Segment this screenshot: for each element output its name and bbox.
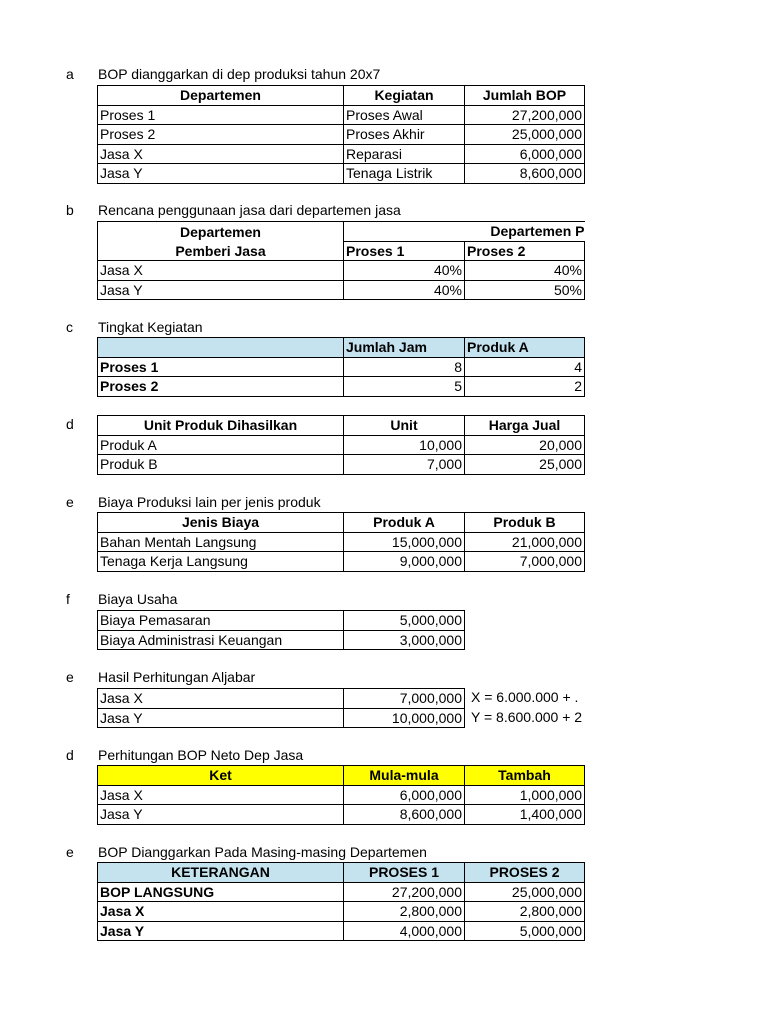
table-cell[interactable]: Jasa Y — [98, 164, 344, 184]
header-cell[interactable]: Ket — [98, 766, 344, 786]
table-cell[interactable]: Produk B — [98, 455, 344, 475]
table-cell[interactable]: 4,000,000 — [344, 921, 465, 941]
formula-text[interactable]: X = 6.000.000 + . — [471, 689, 579, 705]
table-cell[interactable]: 1,400,000 — [465, 805, 585, 825]
section-title: BOP Dianggarkan Pada Masing-masing Departemen — [98, 844, 427, 860]
table-row — [98, 164, 585, 184]
header-cell[interactable]: Mula-mula — [344, 766, 465, 786]
header-cell[interactable]: Departemen — [98, 222, 344, 242]
table-cell[interactable]: 5,000,000 — [465, 921, 585, 941]
section-letter: d — [66, 416, 74, 432]
table-cell[interactable]: Jasa Y — [98, 805, 344, 825]
table-cell[interactable]: 1,000,000 — [465, 785, 585, 805]
bop-table — [97, 85, 585, 184]
table-row — [98, 125, 585, 145]
header-cell[interactable] — [98, 338, 344, 358]
table-cell[interactable]: Proses 2 — [98, 377, 344, 397]
table-cell[interactable]: 7,000 — [344, 455, 465, 475]
table-row — [98, 377, 585, 397]
table-cell[interactable]: BOP LANGSUNG — [98, 882, 344, 902]
table-cell[interactable]: 21,000,000 — [465, 532, 585, 552]
table-header-row — [98, 863, 585, 883]
table-cell[interactable]: Biaya Administrasi Keuangan — [98, 630, 344, 650]
table-cell[interactable]: Tenaga Listrik — [344, 164, 465, 184]
table-header-row — [98, 416, 585, 436]
header-cell[interactable]: Harga Jual — [465, 416, 585, 436]
table-cell[interactable]: Jasa Y — [98, 708, 344, 728]
table-cell[interactable]: 50% — [465, 280, 585, 300]
header-cell[interactable]: PROSES 1 — [344, 863, 465, 883]
table-row — [98, 902, 585, 922]
header-cell[interactable]: Tambah — [465, 766, 585, 786]
section-title: Biaya Produksi lain per jenis produk — [98, 494, 321, 510]
header-cell[interactable]: Produk A — [465, 338, 585, 358]
header-cell[interactable]: Kegiatan — [344, 86, 465, 106]
table-cell[interactable]: 15,000,000 — [344, 532, 465, 552]
table-cell[interactable]: Proses Awal — [344, 105, 465, 125]
table-row — [98, 785, 585, 805]
table-cell[interactable]: 5,000,000 — [344, 611, 465, 631]
table-cell[interactable]: Jasa Y — [98, 280, 344, 300]
table-row — [98, 105, 585, 125]
table-row — [98, 455, 585, 475]
section-letter: e — [66, 844, 74, 860]
table-row — [98, 435, 585, 455]
department-budget-table — [97, 862, 585, 941]
table-header-row — [98, 338, 585, 358]
table-cell[interactable]: 5 — [344, 377, 465, 397]
table-row — [98, 882, 585, 902]
section-letter: f — [66, 591, 70, 607]
table-cell[interactable]: 40% — [344, 261, 465, 281]
table-cell[interactable]: Proses 1 — [98, 357, 344, 377]
table-cell[interactable]: 8 — [344, 357, 465, 377]
section-letter: b — [66, 202, 74, 218]
table-header-row — [98, 241, 585, 261]
bop-neto-table — [97, 765, 585, 825]
header-cell[interactable]: Jenis Biaya — [98, 513, 344, 533]
section-title: Perhitungan BOP Neto Dep Jasa — [98, 747, 304, 763]
service-usage-table — [97, 221, 585, 300]
table-cell[interactable]: 8,600,000 — [344, 805, 465, 825]
formula-text[interactable]: Y = 8.600.000 + 2 — [471, 709, 583, 725]
table-cell[interactable]: 7,000,000 — [344, 689, 465, 709]
section-letter: c — [66, 319, 73, 335]
table-cell[interactable]: 2,800,000 — [465, 902, 585, 922]
table-cell[interactable]: 40% — [344, 280, 465, 300]
table-row — [98, 280, 585, 300]
table-cell[interactable]: 40% — [465, 261, 585, 281]
header-cell[interactable]: Proses 1 — [344, 241, 465, 261]
table-row — [98, 689, 465, 709]
table-cell[interactable]: 2 — [465, 377, 585, 397]
table-header-row — [98, 766, 585, 786]
table-cell[interactable]: Proses 1 — [98, 105, 344, 125]
table-cell[interactable]: Jasa X — [98, 785, 344, 805]
operating-cost-table — [97, 610, 465, 650]
table-cell[interactable]: Jasa X — [98, 261, 344, 281]
table-cell[interactable]: 8,600,000 — [465, 164, 585, 184]
header-cell[interactable]: PROSES 2 — [465, 863, 585, 883]
header-cell[interactable]: Pemberi Jasa — [98, 241, 344, 261]
units-table — [97, 415, 585, 475]
table-cell[interactable]: Produk A — [98, 435, 344, 455]
table-row — [98, 261, 585, 281]
table-cell[interactable]: 6,000,000 — [344, 785, 465, 805]
table-cell[interactable]: 20,000 — [465, 435, 585, 455]
table-cell[interactable]: Biaya Pemasaran — [98, 611, 344, 631]
header-cell[interactable]: Produk B — [465, 513, 585, 533]
header-cell[interactable]: Proses 2 — [465, 241, 585, 261]
table-row — [98, 357, 585, 377]
table-cell[interactable]: Jasa X — [98, 144, 344, 164]
section-letter: e — [66, 494, 74, 510]
table-cell[interactable]: Jasa X — [98, 902, 344, 922]
header-cell[interactable]: Jumlah Jam — [344, 338, 465, 358]
table-row — [98, 144, 585, 164]
section-title: Biaya Usaha — [98, 591, 178, 607]
section-letter: a — [66, 66, 74, 82]
table-row — [98, 552, 585, 572]
table-cell[interactable]: Jasa X — [98, 689, 344, 709]
table-cell[interactable]: 3,000,000 — [344, 630, 465, 650]
table-cell[interactable]: 7,000,000 — [465, 552, 585, 572]
table-cell[interactable]: Proses 2 — [98, 125, 344, 145]
table-cell[interactable]: Proses Akhir — [344, 125, 465, 145]
section-letter: e — [66, 669, 74, 685]
table-row — [98, 805, 585, 825]
header-cell[interactable]: Jumlah BOP — [465, 86, 585, 106]
header-cell[interactable]: Produk A — [344, 513, 465, 533]
table-cell[interactable]: 25,000 — [465, 455, 585, 475]
header-cell[interactable]: Unit — [344, 416, 465, 436]
section-title: Rencana penggunaan jasa dari departemen jasa — [98, 202, 401, 218]
algebra-result-table — [97, 688, 465, 728]
table-cell[interactable]: 27,200,000 — [465, 105, 585, 125]
section-letter: d — [66, 747, 74, 763]
section-title: Hasil Perhitungan Aljabar — [98, 669, 256, 685]
section-title: Tingkat Kegiatan — [98, 319, 203, 335]
table-cell[interactable]: 25,000,000 — [465, 125, 585, 145]
table-header-row — [98, 222, 585, 242]
table-cell[interactable]: 25,000,000 — [465, 882, 585, 902]
table-row — [98, 921, 585, 941]
table-cell[interactable]: 6,000,000 — [465, 144, 585, 164]
table-cell[interactable]: 4 — [465, 357, 585, 377]
table-cell[interactable]: Jasa Y — [98, 921, 344, 941]
table-row — [98, 630, 465, 650]
table-header-row — [98, 513, 585, 533]
table-row — [98, 708, 465, 728]
table-cell[interactable]: 2,800,000 — [344, 902, 465, 922]
table-row — [98, 532, 585, 552]
table-cell[interactable]: 10,000 — [344, 435, 465, 455]
header-cell[interactable]: Departemen — [98, 86, 344, 106]
header-cell[interactable]: KETERANGAN — [98, 863, 344, 883]
header-cell[interactable]: Unit Produk Dihasilkan — [98, 416, 344, 436]
table-header-row — [98, 86, 585, 106]
table-row — [98, 611, 465, 631]
table-cell[interactable]: 9,000,000 — [344, 552, 465, 572]
activity-table — [97, 337, 585, 397]
header-cell[interactable]: Departemen P — [344, 222, 585, 242]
section-title: BOP dianggarkan di dep produksi tahun 20x7 — [98, 66, 381, 82]
table-cell[interactable]: Tenaga Kerja Langsung — [98, 552, 344, 572]
table-cell[interactable]: Reparasi — [344, 144, 465, 164]
table-cell[interactable]: 10,000,000 — [344, 708, 465, 728]
table-cell[interactable]: Bahan Mentah Langsung — [98, 532, 344, 552]
table-cell[interactable]: 27,200,000 — [344, 882, 465, 902]
production-cost-table — [97, 512, 585, 572]
